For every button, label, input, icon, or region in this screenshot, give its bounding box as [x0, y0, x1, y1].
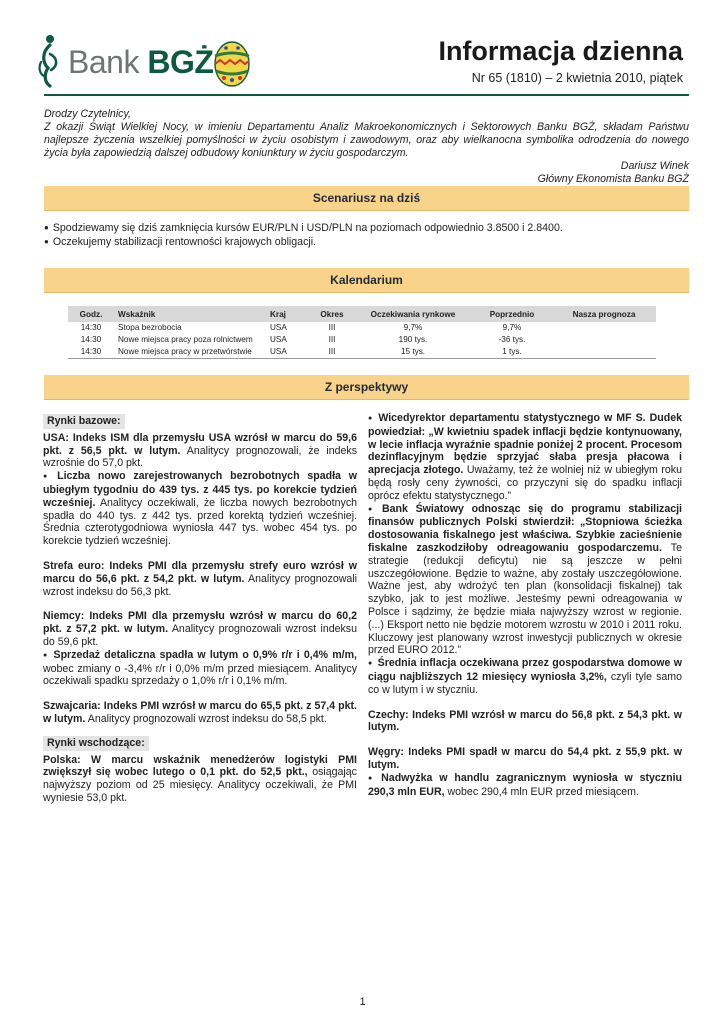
- calendar-table: [68, 306, 656, 359]
- page-number: 1: [359, 996, 366, 1008]
- column-header: Okres: [310, 306, 354, 322]
- bank-figure-icon: [38, 32, 68, 88]
- list-item: ● Spodziewamy się dziś zamknięcia kursów EUR/PLN i USD/PLN na poziomach odpowiednio 3.8500 i 2.8400.: [44, 221, 689, 235]
- easter-egg-icon: [210, 38, 254, 88]
- header-divider: [44, 94, 689, 96]
- table-cell: USA: [270, 335, 287, 344]
- section-header-calendar: Kalendarium: [44, 268, 689, 292]
- table-header-row: [68, 306, 656, 322]
- table-cell: USA: [266, 346, 310, 359]
- editorial-note: [44, 108, 689, 186]
- section-rule: [44, 399, 689, 400]
- news-item: Węgry: Indeks PMI spadł w marcu do 54,4 pkt. z 55,9 pkt. w lutym.: [368, 746, 682, 771]
- greeting: Drodzy Czytelnicy,: [44, 108, 131, 120]
- section-rule: [44, 292, 689, 293]
- news-item: Niemcy: Indeks PMI dla przemysłu wzrósł w marcu do 60,2 pkt. z 57,2 pkt. w lutym. Analitycy prognozowali wzrost indeksu do 59,6 pkt.: [43, 610, 357, 648]
- column-header: Wskaźnik: [114, 306, 266, 322]
- news-item: Strefa euro: Indeks PMI dla przemysłu strefy euro wzrósł w marcu do 56,6 pkt. z 54,2 pkt. w lutym. Analitycy prognozowali wzrost indeksu do 56,3 pkt.: [43, 559, 357, 598]
- right-column: [368, 412, 682, 798]
- section-tag-emerging-markets: Rynki wschodzące:: [43, 736, 149, 751]
- table-cell: USA: [270, 323, 287, 332]
- signature-title: Główny Ekonomista Banku BGŻ: [537, 173, 689, 185]
- table-cell: [552, 322, 656, 334]
- table-cell: -36 tys.: [498, 335, 526, 344]
- section-header-scenario: Scenariusz na dziś: [44, 186, 689, 210]
- table-cell: 1 tys.: [472, 346, 552, 359]
- news-item: ● Liczba nowo zarejestrowanych bezrobotnych spadła w ubiegłym tygodniu do 439 tys. z 445 tys. po korekcie tydzień wcześniej. Analitycy oczekiwali, że liczba nowych bezrobotnych spadła do 440 tys. z 442 tys. przed korektą tydzień wcześniej. Średnia czterotygodniowa wyniosła 447 tys. wobec 454 tys. po korekcie tydzień wcześniej.: [43, 470, 357, 548]
- table-cell: III: [328, 323, 336, 332]
- table-cell: 14:30: [80, 323, 102, 332]
- news-item: ● Sprzedaż detaliczna spadła w lutym o 0,9% r/r i 0,4% m/m, wobec zmiany o -3,4% r/r i 0,0% m/m przed miesiącem. Analitycy oczekiwali spadku sprzedaży o 1,0% r/r i 0,1% m/m.: [43, 649, 357, 688]
- table-row: [68, 322, 656, 334]
- issue-line: Nr 65 (1810) – 2 kwietnia 2010, piątek: [471, 71, 683, 85]
- news-item: ● Bank Światowy odnosząc się do programu stabilizacji finansów publicznych Polski stwierdził: „Stopniowa ścieżka dostosowania fiskalnego jest właściwa. Szybkie zacieśnienie fiskalne zaszkodziłoby odreagowaniu gospodarczemu. Te strategie (redukcji deficytu) nie są jeszcze w pełni uszczegółowione. Będzie to ważne, aby zostały uszczegółowione. Ważne jest, aby wdrożyć ten plan (konsolidacji fiskalnej) tak szybko, jak to jest możliwe. Jesteśmy pewni odreagowania w Polsce i sądzimy, że będzie miała najwyższy wzrost w regionie. (...) Eksport netto nie będzie motorem wzrostu w 2010 i 2011 roku. Kluczowy jest planowany wzrost inwestycji publicznych w okresie przed EURO 2012.”: [368, 503, 682, 658]
- page-title: Informacja dzienna: [438, 36, 683, 66]
- news-item: Polska: W marcu wskaźnik menedżerów logistyki PMI zwiększył się wobec lutego o 0,1 pkt. do 52,5 pkt., osiągając najwyższy poziom od 25 miesięcy. Analitycy oczekiwali, że PMI wyniesie 53,0 pkt.: [43, 753, 357, 804]
- table-cell: III: [310, 346, 354, 359]
- news-item: Czechy: Indeks PMI wzrósł w marcu do 56,8 pkt. z 54,3 pkt. w lutym.: [368, 708, 682, 734]
- table-cell: Nowe miejsca pracy w przetwórstwie: [114, 346, 266, 359]
- logo-wordmark: Bank BGŻ: [68, 44, 214, 80]
- section-tag-base-markets: Rynki bazowe:: [43, 414, 125, 429]
- scenario-list: [44, 221, 689, 249]
- news-item: ● Nadwyżka w handlu zagranicznym wyniosła w styczniu 290,3 mln EUR, wobec 290,4 mln EUR przed miesiącem.: [368, 772, 682, 799]
- table-cell: Stopa bezrobocia: [118, 323, 182, 332]
- column-header: Kraj: [266, 306, 310, 322]
- signature-name: Dariusz Winek: [620, 160, 689, 172]
- table-cell: 14:30: [80, 335, 102, 344]
- table-cell: 14:30: [68, 346, 114, 359]
- editorial-body: Z okazji Świąt Wielkiej Nocy, w imieniu Departamentu Analiz Makroekonomicznych i Sektorowych Banku BGŻ, składam Państwu najlepsze życzenia wszelkiej pomyślności w życiu osobistym i zawodowym, oraz aby wielkanocna symbolika odrodzenia do nowego życia była zapowiedzią dalszej odbudowy koniunktury w życiu gospodarczym.: [44, 121, 689, 159]
- table-cell: 190 tys.: [398, 335, 428, 344]
- bank-logo: [38, 32, 268, 88]
- column-header: Poprzednio: [472, 306, 552, 322]
- table-cell: 15 tys.: [354, 346, 472, 359]
- column-header: Godz.: [68, 306, 114, 322]
- news-item: ● Wicedyrektor departamentu statystycznego w MF S. Dudek powiedział: „W kwietniu spadek inflacji będzie kontynuowany, w lecie inflacja wyraźnie spadnie poniżej 2 procent. Procesom dezinflacyjnym będzie sprzyjać słaba presja płacowa i aprecjacja złotego. Uważamy, też że wolniej niż w ubiegłym roku będą rosły ceny żywności, co przyczyni się do spadku inflacji oprócz efektu statystycznego.”: [368, 412, 682, 503]
- table-cell: [552, 346, 656, 359]
- news-item: Szwajcaria: Indeks PMI wzrósł w marcu do 65,5 pkt. z 57,4 pkt. w lutym. Analitycy prognozowali wzrost indeksu do 58,5 pkt.: [43, 700, 357, 725]
- left-column: [43, 412, 357, 805]
- news-item: USA: Indeks ISM dla przemysłu USA wzrósł w marcu do 59,6 pkt. z 56,5 pkt. w lutym. Analitycy prognozowali, że indeks wzrośnie do 57,0 pkt.: [43, 431, 357, 470]
- news-item: ● Średnia inflacja oczekiwana przez gospodarstwa domowe w ciągu najbliższych 12 miesięcy wyniosła 3,2%, czyli tyle samo co w lutym i w styczniu.: [368, 657, 682, 696]
- table-row: [68, 334, 656, 346]
- section-rule: [44, 210, 689, 211]
- table-row: [68, 346, 656, 359]
- column-header: Nasza prognoza: [552, 306, 656, 322]
- table-cell: III: [328, 335, 336, 344]
- list-item: ● Oczekujemy stabilizacji rentowności krajowych obligacji.: [44, 235, 689, 249]
- table-cell: 9,7%: [502, 323, 522, 332]
- column-header: Oczekiwania rynkowe: [354, 306, 472, 322]
- table-cell: 9,7%: [403, 323, 423, 332]
- section-header-perspective: Z perspektywy: [44, 375, 689, 399]
- table-cell: Nowe miejsca pracy poza rolnictwem: [118, 335, 253, 344]
- table-cell: [552, 334, 656, 346]
